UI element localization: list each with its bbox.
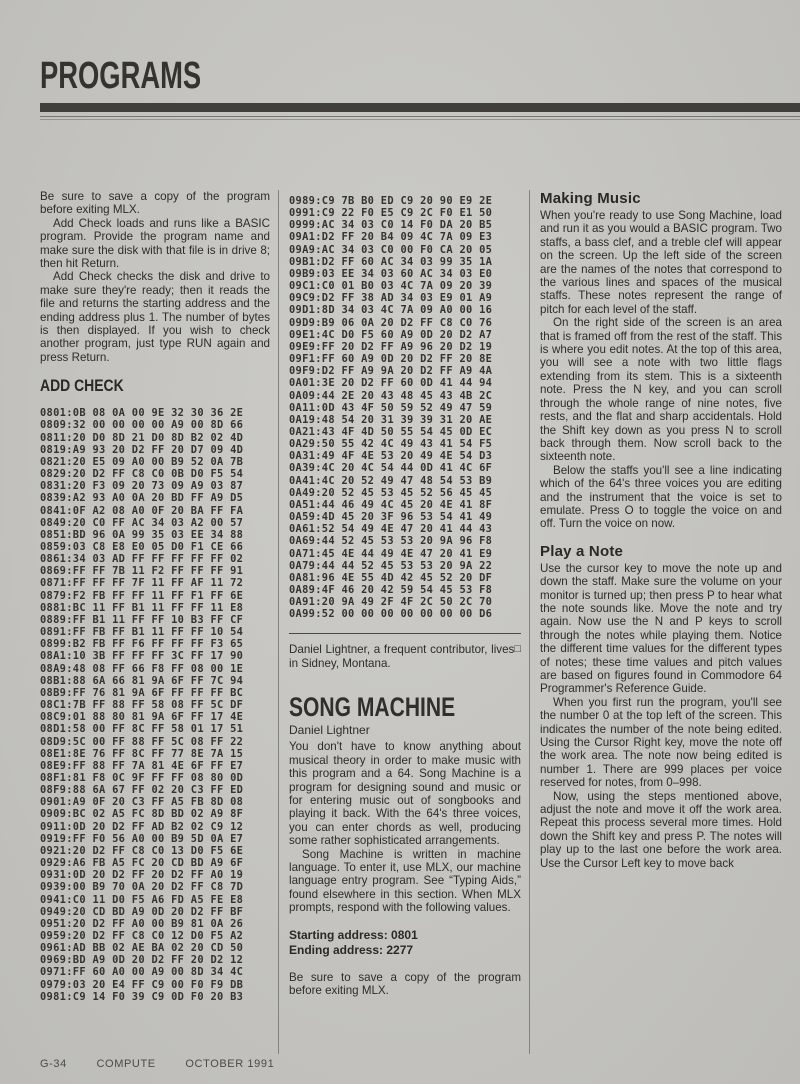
hex-line: 09A1:D2 FF 20 B4 09 4C 7A 09 E3 — [289, 231, 493, 244]
hex-line: 09B9:03 EE 34 03 60 AC 34 03 E0 — [289, 267, 493, 280]
paragraph: Use the cursor key to move the note up and down the staff. Make sure the volume on your monitor is turned up; then press P to hear what the note sounds like. Move the note and try again. Now use the N and P keys to scroll through the notes while playing them. Notice the different time values for the different types of notes; these time values and pitch values are based on figures found in Commodore 64 Programmer's Reference Guide. — [540, 561, 782, 696]
hex-line: 08A9:48 08 FF 66 F8 FF 08 00 1E — [40, 662, 244, 675]
page-footer — [40, 1058, 300, 1070]
starting-address-line — [289, 928, 521, 943]
song-machine-intro-text — [289, 740, 521, 914]
hex-line: 09F1:FF 60 A9 0D 20 D2 FF 20 8E — [289, 353, 493, 366]
hex-line: 0951:20 D2 FF A0 00 B9 81 0A 26 — [40, 917, 244, 930]
paragraph: Add Check loads and runs like a BASIC program. Provide the program name and make sure the disk with that file is in drive 8; then hit Return. — [40, 216, 270, 271]
hex-line: 0939:00 B9 70 0A 20 D2 FF C8 7D — [40, 881, 244, 894]
hex-line: 0931:0D 20 D2 FF 20 D2 FF A0 19 — [40, 869, 244, 882]
hex-line: 0821:20 E5 09 A0 00 B9 52 0A 7B — [40, 455, 244, 468]
hex-line: 09C9:D2 FF 38 AD 34 03 E9 01 A9 — [289, 292, 493, 305]
hex-line: 08D1:58 00 FF 8C FF 58 01 17 51 — [40, 723, 244, 736]
ending-address-line — [289, 943, 521, 958]
hex-line: 08C1:7B FF 88 FF 58 08 FF 5C DF — [40, 699, 244, 712]
section-header — [40, 55, 800, 97]
hex-line: 0A59:4D 45 20 3F 96 53 54 41 49 — [289, 511, 493, 524]
hex-line: 09E1:4C D0 F5 60 A9 0D 20 D2 A7 — [289, 328, 493, 341]
hex-line: 08E9:FF 88 FF 7A 81 4E 6F FF E7 — [40, 759, 244, 772]
header-thick-rule — [40, 103, 800, 112]
paragraph: Below the staffs you'll see a line indicating which of the 64's three voices you are editing and the instrument that the voice is set to emulate. Press O to toggle the voice on and off. Turn the voice on now. — [540, 463, 782, 531]
hex-line: 0899:B2 FB FF F6 FF FF FF F3 65 — [40, 638, 244, 651]
paragraph: When you first run the program, you'll see the number 0 at the top left of the screen. This indicates the number of the note being edited. Using the Cursor Right key, move the note off the work area. The note now being edited is number 1. There are 999 places per voice reserved for notes, from 0–998. — [540, 695, 782, 790]
song-machine-byline: Daniel Lightner — [289, 723, 370, 738]
hex-line: 09D1:8D 34 03 4C 7A 09 A0 00 16 — [289, 304, 493, 317]
hex-line: 0861:34 03 AD FF FF FF FF FF 02 — [40, 553, 244, 566]
hex-line: 08F1:81 F8 0C 9F FF FF 08 80 0D — [40, 771, 244, 784]
hex-line: 0911:0D 20 D2 FF AD B2 02 C9 12 — [40, 820, 244, 833]
hex-line: 08D9:5C 00 FF 88 FF 5C 08 FF 22 — [40, 735, 244, 748]
hex-line: 0981:C9 14 F0 39 C9 0D F0 20 B3 — [40, 990, 244, 1003]
hex-line: 0801:0B 08 0A 00 9E 32 30 36 2E — [40, 407, 244, 420]
hex-line: 0A01:3E 20 D2 FF 60 0D 41 44 94 — [289, 377, 493, 390]
column-middle — [279, 190, 529, 1054]
hex-line: 0991:C9 22 F0 E5 C9 2C F0 E1 50 — [289, 207, 493, 220]
magazine-name: COMPUTE — [96, 1058, 156, 1070]
mlx-addresses — [289, 928, 521, 958]
paragraph: Now, using the steps mentioned above, adjust the note and move it off the work area. Repeat this process several more times. Hold down the Shift key and press P. The notes will play up to the last one before the work area. Use the Cursor Left key to move back — [540, 789, 782, 870]
hex-line: 0841:0F A2 08 A0 0F 20 BA FF FA — [40, 504, 244, 517]
play-a-note-heading: Play a Note — [540, 542, 624, 560]
hex-line: 0879:F2 FB FF FF 11 FF F1 FF 6E — [40, 589, 244, 602]
author-credit — [289, 643, 521, 670]
starting-address-value: 0801 — [391, 927, 418, 942]
hex-line: 09C1:C0 01 B0 03 4C 7A 09 20 39 — [289, 280, 493, 293]
hex-line: 0999:AC 34 03 C0 14 F0 DA 20 B5 — [289, 219, 493, 232]
hex-line: 08E1:8E 76 FF 8C FF 77 8E 7A 15 — [40, 747, 244, 760]
hex-line: 0941:C0 11 D0 F5 A6 FD A5 FE E8 — [40, 893, 244, 906]
hex-line: 0989:C9 7B B0 ED C9 20 90 E9 2E — [289, 195, 493, 207]
hex-line: 0969:BD A9 0D 20 D2 FF 20 D2 12 — [40, 954, 244, 967]
column-left — [40, 190, 278, 1054]
hex-line: 0A79:44 44 52 45 53 53 20 9A 22 — [289, 559, 493, 572]
hex-line: 0919:FF F0 56 A0 00 B9 5D 0A E7 — [40, 832, 244, 845]
hex-line: 0A51:44 46 49 4C 45 20 4E 41 8F — [289, 498, 493, 511]
save-copy-note: Be sure to save a copy of the program before exiting MLX. — [289, 970, 521, 997]
hex-line: 0A39:4C 20 4C 54 44 0D 41 4C 6F — [289, 462, 493, 475]
hex-line: 0831:20 F3 09 20 73 09 A9 03 87 — [40, 480, 244, 493]
hex-line: 08B1:88 6A 66 81 9A 6F FF 7C 94 — [40, 674, 244, 687]
paragraph: On the right side of the screen is an area that is framed off from the rest of the staff. This is where you edit notes. At the top of this area, you will see a note with two little flags extending from its stem. This is a sixteenth note. Press the N key, and you can scroll through the whole range of nine notes, five rests, and the flat and sharp accidentals. Hold the Shift key down as you press N to scroll back through them. Now scroll back to the sixteenth note. — [540, 316, 782, 464]
starting-address-label: Starting address: — [289, 927, 388, 942]
issue-date: OCTOBER 1991 — [185, 1058, 275, 1070]
hex-line: 0949:20 CD BD A9 0D 20 D2 FF BF — [40, 905, 244, 918]
making-music-text — [540, 209, 782, 531]
hex-line: 09E9:FF 20 D2 FF A9 96 20 D2 19 — [289, 340, 493, 353]
hex-line: 0A61:52 54 49 4E 47 20 41 44 43 — [289, 523, 493, 536]
add-check-heading: ADD CHECK — [40, 376, 124, 396]
hex-line: 0961:AD BB 02 AE BA 02 20 CD 50 — [40, 942, 244, 955]
hex-line: 09F9:D2 FF A9 9A 20 D2 FF A9 4A — [289, 365, 493, 378]
hex-line: 0889:FF B1 11 FF FF 10 B3 FF CF — [40, 613, 244, 626]
hex-line: 0A09:44 2E 20 43 48 45 43 4B 2C — [289, 389, 493, 402]
play-a-note-text — [540, 562, 782, 870]
hex-line: 0A91:20 9A 49 2F 4F 2C 50 2C 70 — [289, 596, 493, 609]
end-of-article-mark: □ — [514, 643, 521, 656]
ending-address-label: Ending address: — [289, 942, 384, 957]
hex-line: 09B1:D2 FF 60 AC 34 03 99 35 1A — [289, 255, 493, 268]
hex-line: 0901:A9 0F 20 C3 FF A5 FB 8D 08 — [40, 796, 244, 809]
hex-line: 0A11:0D 43 4F 50 59 52 49 47 59 — [289, 401, 493, 414]
hex-line: 0869:FF FF 7B 11 F2 FF FF FF 91 — [40, 565, 244, 578]
credit-divider-rule — [289, 633, 521, 634]
hex-line: 09D9:B9 06 0A 20 D2 FF C8 C0 76 — [289, 316, 493, 329]
hex-line: 0829:20 D2 FF C8 C0 0B D0 F5 54 — [40, 468, 244, 481]
author-credit-text: Daniel Lightner, a frequent contributor, lives in Sidney, Montana. — [289, 643, 515, 670]
paragraph: Be sure to save a copy of the program before exiting MLX. — [40, 190, 270, 217]
hex-line: 0921:20 D2 FF C8 C0 13 D0 F5 6E — [40, 844, 244, 857]
making-music-heading: Making Music — [540, 190, 641, 207]
hex-line: 0A69:44 52 45 53 53 20 9A 96 F8 — [289, 535, 493, 548]
hex-line: 0A19:48 54 20 31 39 39 31 20 AE — [289, 413, 493, 426]
hex-line: 0909:BC 02 A5 FC 8D BD 02 A9 8F — [40, 808, 244, 821]
hex-line: 0809:32 00 00 00 00 A9 00 8D 66 — [40, 419, 244, 432]
hex-line: 0811:20 D0 8D 21 D0 8D B2 02 4D — [40, 431, 244, 444]
add-check-hex-listing — [40, 407, 270, 1003]
hex-line: 0A29:50 55 42 4C 49 43 41 54 F5 — [289, 438, 493, 451]
paragraph: Song Machine is written in machine language. To enter it, use MLX, our machine language entry program. See “Typing Aids,” found elsewhere in this section. When MLX prompts, respond with the following values. — [289, 847, 521, 915]
hex-line: 0839:A2 93 A0 0A 20 BD FF A9 D5 — [40, 492, 244, 505]
section-title: PROGRAMS — [40, 55, 202, 97]
hex-line: 0A41:4C 20 52 49 47 48 54 53 B9 — [289, 474, 493, 487]
paragraph: You don't have to know anything about musical theory in order to make music with this program and a 64. Song Machine is a program for designing sound and music or for entering music out of songbooks and playing it back. With the 64's three voices, you can enter chords as well, producing some rather sophisticated arrangements. — [289, 740, 521, 848]
song-machine-title: SONG MACHINE — [289, 692, 456, 723]
hex-line: 0971:FF 60 A0 00 A9 00 8D 34 4C — [40, 966, 244, 979]
paragraph: When you're ready to use Song Machine, load and run it as you would a BASIC program. Two staffs, a bass clef, and a treble clef will appear on the screen. Up the left side of the screen are the names of the notes that correspond to the various lines and spaces of the musical staffs. These notes represent the range of pitch for each level of the staff. — [540, 209, 782, 316]
hex-line: 0891:FF FB FF B1 11 FF FF 10 54 — [40, 626, 244, 639]
hex-line: 0A49:20 52 45 53 45 52 56 45 45 — [289, 486, 493, 499]
add-check-intro-text — [40, 190, 270, 364]
hex-line: 0979:03 20 E4 FF C9 00 F0 F9 DB — [40, 978, 244, 991]
hex-line: 0959:20 D2 FF C8 C0 12 D0 F5 A2 — [40, 930, 244, 942]
ending-address-value: 2277 — [386, 942, 414, 957]
hex-line: 0851:BD 96 0A 99 35 03 EE 34 88 — [40, 528, 244, 541]
hex-line: 08A1:10 3B FF FF FF 3C FF 17 90 — [40, 650, 244, 663]
hex-line: 0A89:4F 46 20 42 59 54 45 53 F8 — [289, 584, 493, 596]
hex-line: 0819:A9 93 20 D2 FF 20 D7 09 4D — [40, 443, 244, 456]
hex-line: 0929:A6 FB A5 FC 20 CD BD A9 6F — [40, 857, 244, 870]
hex-line: 0A99:52 00 00 00 00 00 00 00 D6 — [289, 608, 493, 621]
paragraph: Add Check checks the disk and drive to make sure they're ready; then it reads the file and returns the starting address and the ending address plus 1. The number of bytes is then displayed. If you wish to check another program, just type RUN again and press Return. — [40, 270, 270, 364]
add-check-hex-listing-continued — [289, 195, 521, 620]
hex-line: 0881:BC 11 FF B1 11 FF FF 11 E8 — [40, 601, 244, 614]
page-columns — [40, 190, 790, 1054]
hex-line: 08B9:FF 76 81 9A 6F FF FF FF BC — [40, 686, 244, 699]
hex-line: 0871:FF FF FF 7F 11 FF AF 11 72 — [40, 577, 244, 590]
hex-line: 0859:03 C8 E8 E0 05 D0 F1 CE 66 — [40, 541, 244, 553]
hex-line: 08C9:01 88 80 81 9A 6F FF 17 4E — [40, 711, 244, 724]
page-number: G-34 — [40, 1058, 67, 1070]
hex-line: 0A71:45 4E 44 49 4E 47 20 41 E9 — [289, 547, 493, 560]
hex-line: 0A21:43 4F 4D 50 55 54 45 0D EC — [289, 425, 493, 438]
hex-line: 0849:20 C0 FF AC 34 03 A2 00 57 — [40, 516, 244, 529]
column-right — [530, 190, 782, 1054]
hex-line: 09A9:AC 34 03 C0 00 F0 CA 20 05 — [289, 243, 493, 256]
hex-line: 0A31:49 4F 4E 53 20 49 4E 54 D3 — [289, 450, 493, 463]
hex-line: 0A81:96 4E 55 4D 42 45 52 20 DF — [289, 571, 493, 584]
header-thin-rule — [40, 116, 800, 120]
hex-line: 08F9:88 6A 67 FF 02 20 C3 FF ED — [40, 784, 244, 797]
